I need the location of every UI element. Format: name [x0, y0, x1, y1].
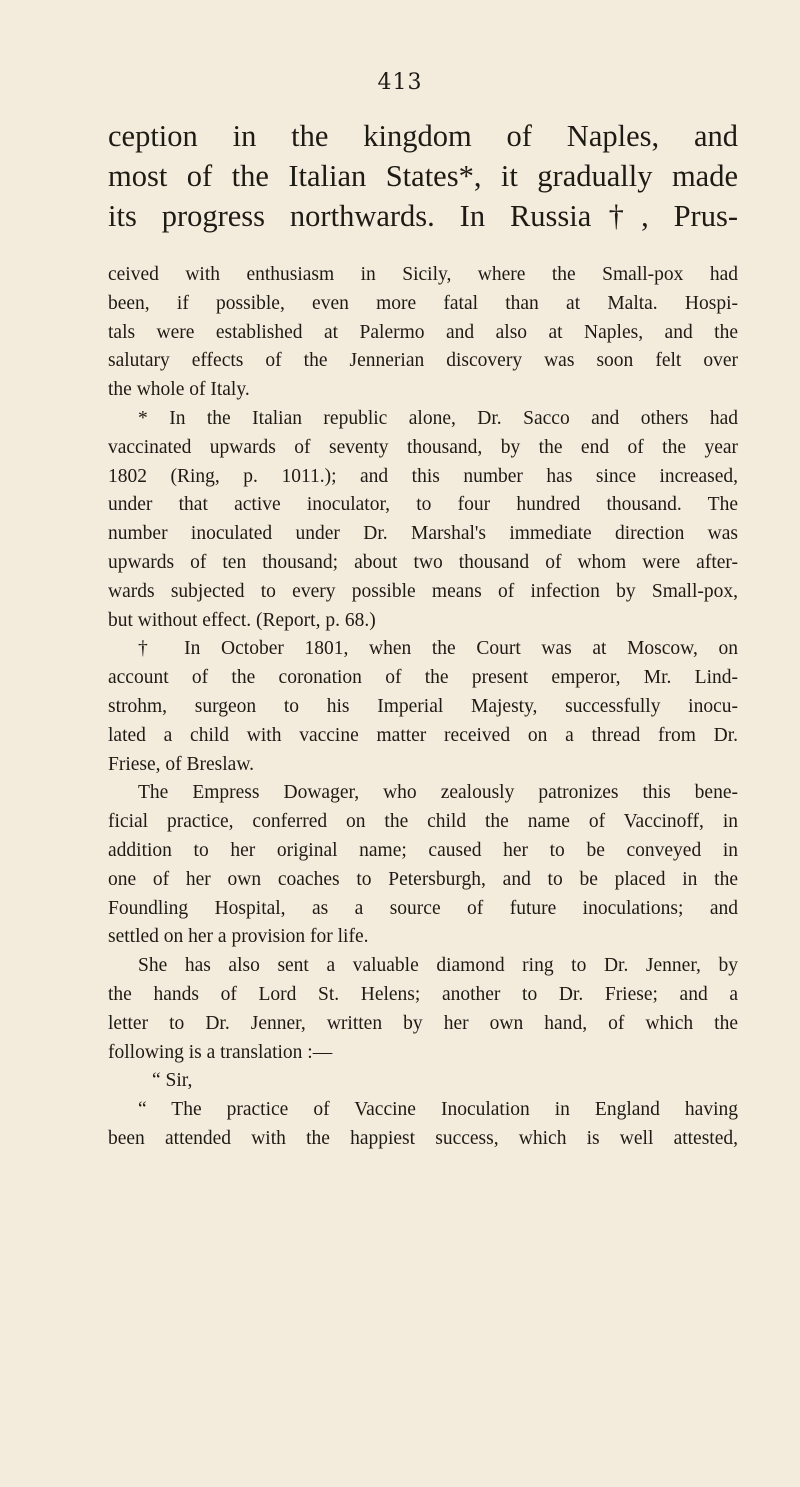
footnote-line: “ The practice of Vaccine Inoculation in England having — [138, 1099, 738, 1121]
page-body — [108, 116, 738, 1154]
footnote-line: one of her own coaches to Petersburgh, and to be placed in the — [108, 868, 738, 890]
footnote-line: number inoculated under Dr. Marshal's immediate direction was — [108, 523, 738, 545]
main-text-line: ception in the kingdom of Naples, and — [108, 119, 738, 153]
footnote-line: under that active inoculator, to four hundred thousand. The — [108, 494, 738, 516]
footnotes — [108, 261, 738, 1154]
footnote-line: account of the coronation of the present emperor, Mr. Lind- — [108, 667, 738, 689]
footnote-line: letter to Dr. Jenner, written by her own hand, of which the — [108, 1012, 738, 1034]
footnote-line: She has also sent a valuable diamond ring to Dr. Jenner, by — [138, 955, 738, 977]
footnote-line: addition to her original name; caused her to be conveyed in — [108, 839, 738, 861]
footnote-line: Friese, of Breslaw. — [108, 753, 255, 775]
footnote-line: ceived with enthusiasm in Sicily, where the Small-pox had — [108, 264, 738, 285]
footnote-line: the hands of Lord St. Helens; another to Dr. Friese; and a — [108, 983, 738, 1005]
footnote-line: settled on her a provision for life. — [108, 926, 369, 948]
footnote-line: 1802 (Ring, p. 1011.); and this number has since increased, — [108, 465, 738, 487]
footnote-line: strohm, surgeon to his Imperial Majesty, successfully inocu- — [108, 695, 738, 717]
footnote-line: tals were established at Palermo and also at Naples, and the — [108, 321, 738, 343]
footnote-line: been, if possible, even more fatal than at Malta. Hospi- — [108, 292, 738, 314]
footnote-line: following is a translation :— — [108, 1041, 333, 1063]
footnote-line: salutary effects of the Jennerian discovery was soon felt over — [108, 350, 738, 372]
footnote-line: been attended with the happiest success, which is well attested, — [108, 1127, 738, 1149]
footnote-line: lated a child with vaccine matter received on a thread from Dr. — [108, 724, 738, 746]
footnote-line: wards subjected to every possible means of infection by Small-pox, — [108, 580, 738, 602]
footnote-line: * In the Italian republic alone, Dr. Sacco and others had — [138, 407, 738, 429]
footnote-line: but without effect. (Report, p. 68.) — [108, 609, 376, 631]
footnote-line: The Empress Dowager, who zealously patronizes this bene- — [138, 782, 738, 804]
footnote-line: vaccinated upwards of seventy thousand, by the end of the year — [108, 436, 738, 458]
footnote-line: the whole of Italy. — [108, 379, 250, 401]
footnote-line: † In October 1801, when the Court was at Moscow, on — [138, 638, 738, 660]
footnote-line: “ Sir, — [152, 1070, 193, 1092]
footnote-line: ficial practice, conferred on the child the name of Vaccinoff, in — [108, 811, 738, 833]
main-text-line: its progress northwards. In Russia†, Prus- — [108, 199, 738, 233]
footnote-line: upwards of ten thousand; about two thousand of whom were after- — [108, 551, 738, 573]
main-text-line: most of the Italian States*, it gradually made — [108, 159, 738, 193]
main-text — [108, 116, 738, 236]
footnote-line: Foundling Hospital, as a source of future inoculations; and — [108, 897, 738, 919]
page-number: 413 — [377, 70, 423, 95]
